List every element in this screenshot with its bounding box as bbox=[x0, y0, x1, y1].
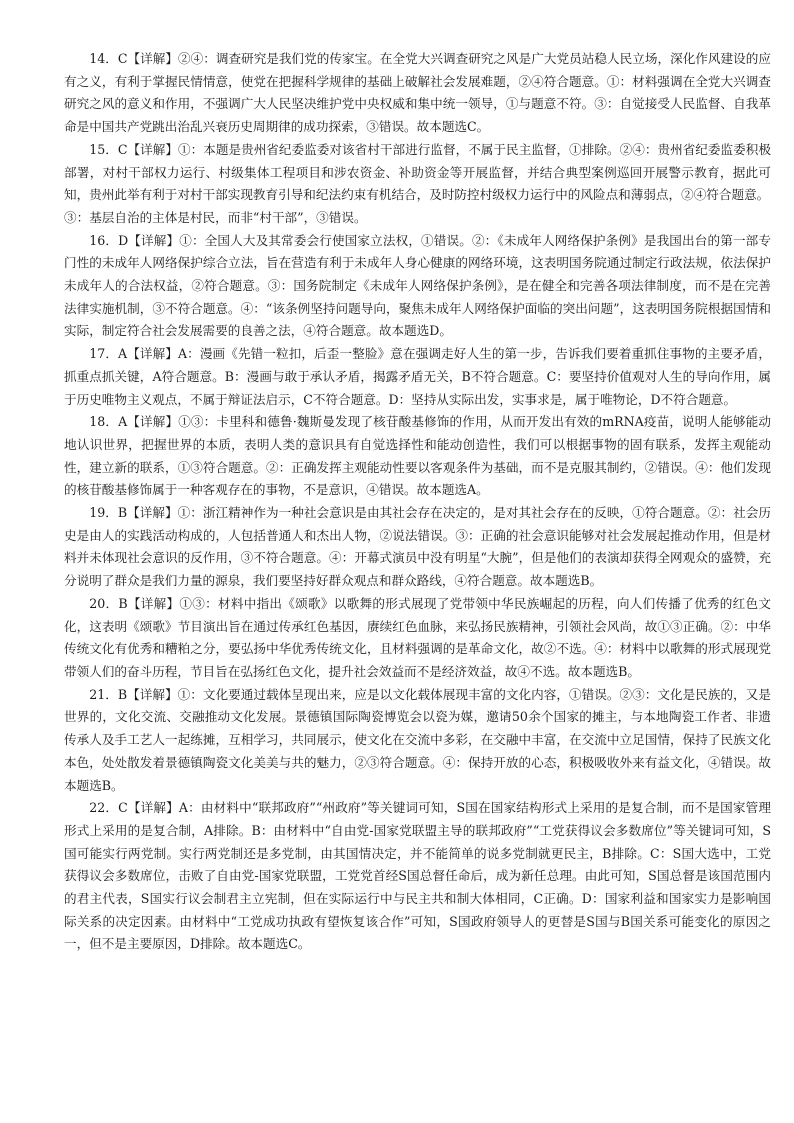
explanation-20: 20．B【详解】①③：材料中指出《颂歌》以歌舞的形式展现了党带领中华民族崛起的历程，向人们传播了优秀的红色文化，这表明《颂歌》节目演出旨在通过传承红色基因，赓续红色血脉，来弘扬民族精神，引领社会风尚，故①③正确。②：中华传统文化有优秀和糟粕之分，要弘扬中华优秀传统文化，且材料强调的是革命文化，故②不选。④：材料中以歌舞的形式展现党带领人们的奋斗历程，节目旨在弘扬红色文化，提升社会效益而不是经济效益，故④不选。故本题选B。 bbox=[64, 595, 771, 679]
explanation-17: 17．A【详解】A：漫画《先错一粒扣，后歪一整脸》意在强调走好人生的第一步，告诉我们要着重抓住事物的主要矛盾，抓重点抓关键，A符合题意。B：漫画与敢于承认矛盾，揭露矛盾无关，B不符合题意。C：要坚持价值观对人生的导向作用，属于历史唯物主义观点，不属于辩证法启示，C不符合题意。D：坚持从实际出发，实事求是，属于唯物论，D不符合题意。 bbox=[64, 346, 771, 407]
explanation-16: 16．D【详解】①：全国人大及其常委会行使国家立法权，①错误。②：《未成年人网络保护条例》是我国出台的第一部专门性的未成年人网络保护综合立法，旨在营造有利于未成年人身心健康的网络环境，这表明国务院通过制定行政法规，依法保护未成年人的合法权益，②符合题意。③：国务院制定《未成年人网络保护条例》，是在健全和完善各项法律制度，而不是在完善法律实施机制，③不符合题意。④：“该条例坚持问题导向，聚焦未成年人网络保护面临的突出问题”，这表明国务院根据国情和实际，制定符合社会发展需要的良善之法，④符合题意。故本题选D。 bbox=[64, 232, 771, 339]
explanation-19: 19．B【详解】①：浙江精神作为一种社会意识是由其社会存在决定的，是对其社会存在的反映，①符合题意。②：社会历史是由人的实践活动构成的，人包括普通人和杰出人物，②说法错误。③：正确的社会意识能够对社会发展起推动作用，但是材料并未体现社会意识的反作用，③不符合题意。④：开幕式演员中没有明星“大腕”，但是他们的表演却获得全网观众的盛赞，充分说明了群众是我们力量的源泉，我们要坚持好群众观点和群众路线，④符合题意。故本题选B。 bbox=[64, 505, 771, 589]
explanation-15-continued: ③：基层自治的主体是村民，而非“村干部”，③错误。 bbox=[64, 209, 367, 225]
answer-explanations bbox=[64, 48, 771, 956]
explanation-21: 21．B【详解】①：文化要通过载体呈现出来，应是以文化载体展现丰富的文化内容，①错误。②③：文化是民族的，又是世界的，文化交流、交融推动文化发展。景德镇国际陶瓷博览会以瓷为媒，邀请50余个国家的摊主，与本地陶瓷工作者、非遗传承人及手工艺人一起练摊，互相学习，共同展示，使文化在交流中多彩，在交融中丰富，在交流中立足国情，保持了民族文化本色，处处散发着景德镇陶瓷文化美美与共的魅力，②③符合题意。④：保持开放的心态，积极吸收外来有益文化，④错误。故本题选B。 bbox=[64, 686, 771, 793]
explanation-15: 15．C【详解】①：本题是贵州省纪委监委对该省村干部进行监督，不属于民主监督，①排除。②④：贵州省纪委监委积极部署，对村干部权力运行、村级集体工程项目和涉农资金、补助资金等开展监督，并结合典型案例巡回开展警示教育，据此可知，贵州此举有利于对村干部实现教育引导和纪法约束有机结合，及时防控村级权力运行中的风险点和薄弱点，②④符合题意。 bbox=[64, 141, 771, 203]
explanation-22: 22．C【详解】A：由材料中“联邦政府”“州政府”等关键词可知，S国在国家结构形式上采用的是复合制，而不是国家管理形式上采用的是复合制，A排除。B：由材料中“自由党-国家党联盟主导的联邦政府”“工党获得议会多数席位”等关键词可知，S国可能实行两党制。实行两党制还是多党制，由其国情决定，并不能简单的说多党制就更民主，B排除。C：S国大选中，工党获得议会多数席位，击败了自由党-国家党联盟，工党党首经S国总督任命后，成为新任总理。由此可知，S国总督是该国范围内的君主代表，S国实行议会制君主立宪制，但在实际运行中与民主共和制大体相同，C正确。D：国家利益和国家实力是影响国际关系的决定因素。由材料中“工党成功执政有望恢复该合作”可知，S国政府领导人的更替是S国与B国关系可能变化的原因之一，但不是主要原因，D排除。故本题选C。 bbox=[64, 800, 771, 952]
explanation-14: 14．C【详解】②④：调查研究是我们党的传家宝。在全党大兴调查研究之风是广大党员站稳人民立场，深化作风建设的应有之义，有利于掌握民情情意，使党在把握科学规律的基础上破解社会发展难题，②④符合题意。①：材料强调在全党大兴调查研究之风的意义和作用，不强调广大人民坚决维护党中央权威和集中统一领导，①与题意不符。③：自觉接受人民监督、自我革命是中国共产党跳出治乱兴衰历史周期律的成功探索，③错误。故本题选C。 bbox=[64, 51, 771, 135]
explanation-18: 18．A【详解】①③：卡里科和德鲁·魏斯曼发现了核苷酸基修饰的作用，从而开发出有效的mRNA疫苗，说明人能够能动地认识世界，把握世界的本质，表明人类的意识具有自觉选择性和能动创造性，我们可以根据事物的固有联系，发挥主观能动性，建立新的联系，①③符合题意。②：正确发挥主观能动性要以客观条件为基础，而不是克服其制约，②错误。④：他们发现的核苷酸基修饰属于一种客观存在的事物，不是意识，④错误。故本题选A。 bbox=[64, 414, 771, 498]
